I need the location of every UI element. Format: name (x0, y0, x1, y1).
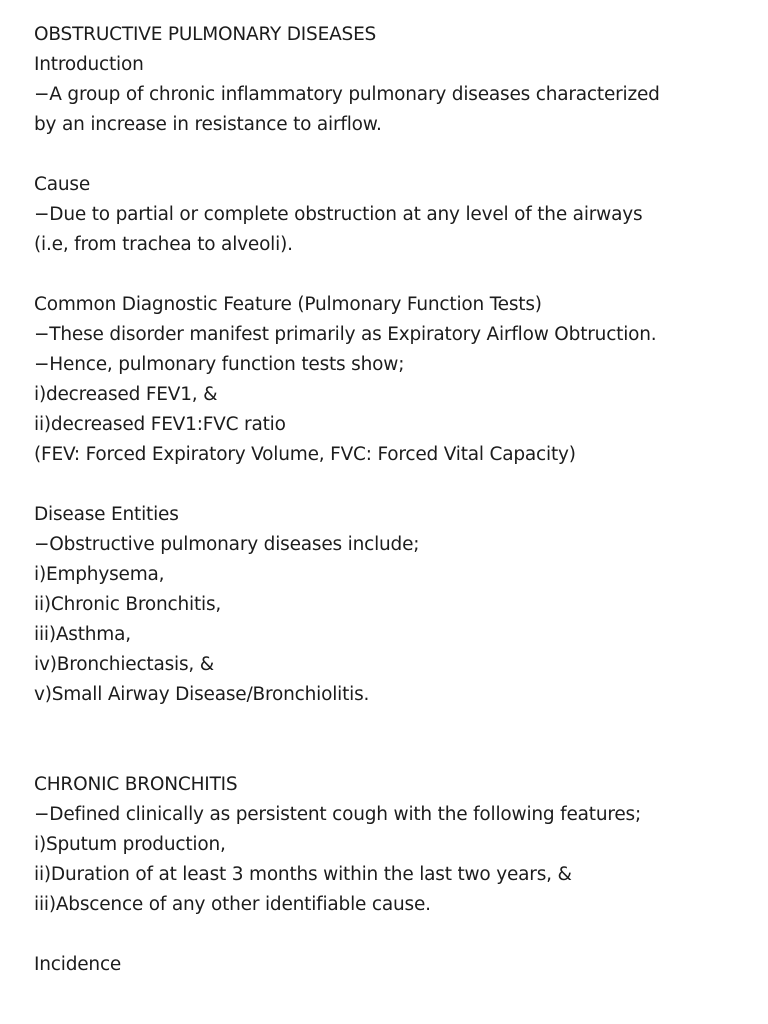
text-line: −Obstructive pulmonary diseases include; (34, 534, 420, 555)
blank-line (34, 260, 754, 290)
list-item: i)decreased FEV1, & (34, 384, 218, 405)
list-item: i)Emphysema, (34, 564, 165, 585)
section-heading-introduction: Introduction (34, 54, 144, 75)
text-line: −Defined clinically as persistent cough with the following features; (34, 804, 641, 825)
text-line: (i.e, from trachea to alveoli). (34, 234, 293, 255)
section-heading-disease-entities: Disease Entities (34, 504, 179, 525)
section-heading-incidence: Incidence (34, 954, 122, 975)
section-heading-diagnostic-feature: Common Diagnostic Feature (Pulmonary Function Tests) (34, 294, 542, 315)
blank-line (34, 710, 754, 740)
list-item: iii)Asthma, (34, 624, 131, 645)
text-line: −These disorder manifest primarily as Expiratory Airflow Obtruction. (34, 324, 657, 345)
section-heading-chronic-bronchitis: CHRONIC BRONCHITIS (34, 774, 238, 795)
list-item: iii)Abscence of any other identifiable cause. (34, 894, 431, 915)
blank-line (34, 470, 754, 500)
text-line: (FEV: Forced Expiratory Volume, FVC: Forced Vital Capacity) (34, 444, 576, 465)
blank-line (34, 140, 754, 170)
list-item: iv)Bronchiectasis, & (34, 654, 215, 675)
list-item: i)Sputum production, (34, 834, 226, 855)
text-line: by an increase in resistance to airflow. (34, 114, 382, 135)
document-page (34, 20, 754, 980)
document-title: OBSTRUCTIVE PULMONARY DISEASES (34, 24, 377, 45)
text-line: −A group of chronic inflammatory pulmonary diseases characterized (34, 84, 660, 105)
list-item: ii)decreased FEV1:FVC ratio (34, 414, 286, 435)
section-heading-cause: Cause (34, 174, 90, 195)
blank-line (34, 920, 754, 950)
text-line: −Due to partial or complete obstruction at any level of the airways (34, 204, 643, 225)
list-item: ii)Duration of at least 3 months within the last two years, & (34, 864, 572, 885)
blank-line (34, 740, 754, 770)
text-line: −Hence, pulmonary function tests show; (34, 354, 405, 375)
list-item: ii)Chronic Bronchitis, (34, 594, 222, 615)
list-item: v)Small Airway Disease/Bronchiolitis. (34, 684, 370, 705)
